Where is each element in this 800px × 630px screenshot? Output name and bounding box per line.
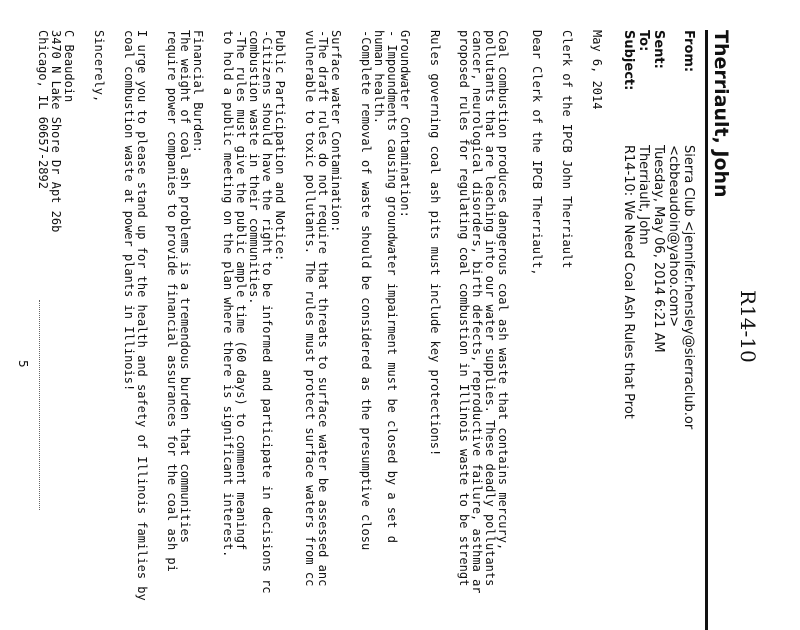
header-rule	[705, 30, 708, 630]
to-label: To:	[636, 30, 651, 52]
subject-value: R14-10: We Need Coal Ash Rules that Prot	[621, 145, 636, 419]
groundwater-heading: Groundwater Contamination:	[398, 30, 412, 218]
financial-line: The weight of coal ash problems is a tremendous burden that communities	[178, 30, 192, 543]
financial-heading: Financial Burden:	[191, 30, 205, 153]
surface-heading: Surface water Contamination:	[329, 30, 343, 233]
from-email: <cbbeaudoin@yahoo.com>	[666, 145, 681, 328]
signature-name: C Beaudoin	[62, 30, 76, 103]
recipient-line: Clerk of the IPCB John Therriault	[560, 30, 574, 269]
from-label: From:	[681, 30, 696, 73]
public-line: combustion waste in their communities.	[247, 30, 261, 305]
intro-line: cancer, neurological disorders, birth defects, reproductive failure, asthma ar	[470, 30, 484, 594]
letter-date: May 6, 2014	[590, 30, 604, 110]
public-heading: Public Participation and Notice:	[273, 30, 287, 262]
public-line: -The rules must give the public ample time (60 days) to comment meaningf	[234, 30, 248, 551]
sent-label: Sent:	[651, 30, 666, 69]
groundwater-line: - Impoundments causing groundwater impairment must be closed by a set d	[385, 30, 399, 543]
salutation: Dear Clerk of the IPCB Therriault,	[530, 30, 544, 276]
docket-code: R14-10	[736, 290, 760, 363]
subject-label: Subject:	[621, 30, 636, 91]
page-number: 5	[16, 360, 30, 368]
scan-noise-dots	[39, 300, 40, 510]
groundwater-line: -Complete removal of waste should be considered as the presumptive closu	[359, 30, 373, 551]
key-protections-line: Rules governing coal ash pits must include key protections!	[428, 30, 442, 457]
groundwater-line: human health.	[372, 30, 386, 124]
closing: Sincerely,	[92, 30, 106, 103]
public-line: -Citizens should have the right to be informed and participate in decisions rc	[260, 30, 274, 594]
to-value: Therriault, John	[636, 145, 651, 245]
sent-value: Tuesday, May 06, 2014 6:21 AM	[651, 145, 666, 353]
intro-line: Coal combustion produces dangerous coal ash waste that contains mercury,	[496, 30, 510, 551]
surface-line: -The draft rules do not require that threats to surface water be assessed anc	[316, 30, 330, 587]
financial-line: require power companies to provide financial assurances for the coal ash pi	[165, 30, 179, 572]
intro-line: pollutants that are leaching into our water supplies. These deadly pollutants	[483, 30, 497, 587]
intro-line: proposed rules for regulating coal combustion in Illinois waste to be strengt	[457, 30, 471, 587]
from-value: Sierra Club <jennifer.hensley@sierraclub.or	[681, 145, 696, 430]
public-line: to hold a public meeting on the plan where there is significant interest.	[221, 30, 235, 558]
surface-line: vulnerable to toxic pollutants. The rules must protect surface waters from cc	[303, 30, 317, 587]
sender-name: Therriault, John	[710, 30, 732, 198]
urge-line: I urge you to please stand up for the health and safety of Illinois families by	[135, 30, 149, 601]
urge-line: coal combustion waste at power plants in Illinois!	[122, 30, 136, 392]
signature-city: Chicago, IL 60657-2892	[36, 30, 50, 189]
signature-address: 3470 N Lake Shore Dr Apt 26b	[49, 30, 63, 233]
